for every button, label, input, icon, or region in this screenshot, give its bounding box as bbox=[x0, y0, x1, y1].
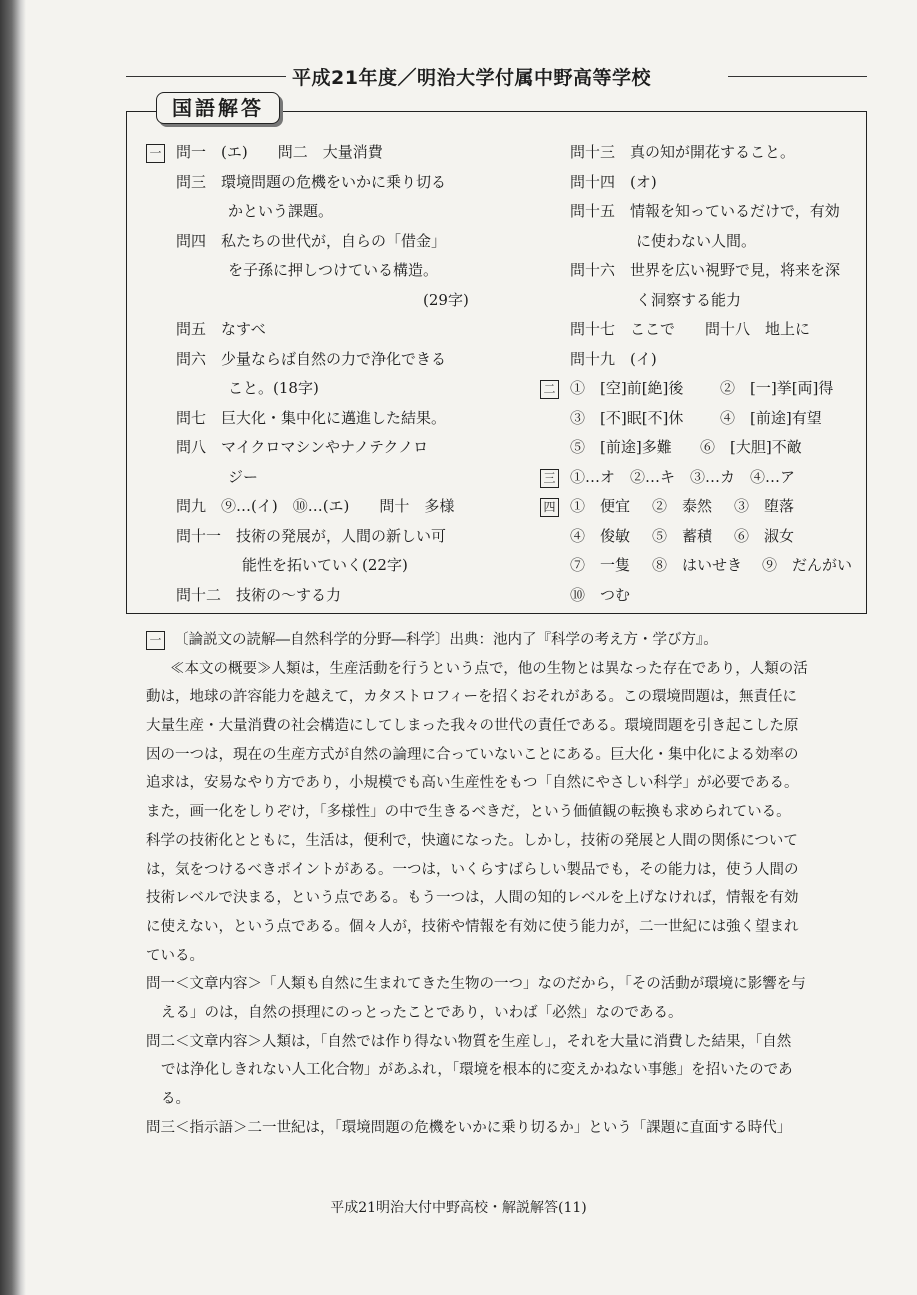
answer-line bbox=[146, 168, 486, 198]
explanation-text: は，気をつけるべきポイントがある。一つは，いくらすばらしい製品でも，その能力は，使う人間の bbox=[146, 861, 799, 878]
answer-line bbox=[146, 374, 486, 404]
explanation-line bbox=[146, 741, 886, 770]
answer-column-left bbox=[146, 138, 486, 610]
answer-text: に使わない人間。 bbox=[636, 231, 757, 250]
answer-text: ③ 堕落 bbox=[734, 497, 795, 515]
section-number-box: 二 bbox=[540, 380, 559, 399]
answer-line bbox=[540, 168, 870, 198]
answer-line bbox=[146, 522, 486, 552]
explanation-text: る。 bbox=[161, 1091, 190, 1107]
answer-line bbox=[540, 315, 870, 345]
answer-text: ③ [不]眠[不]休 bbox=[570, 408, 684, 427]
answer-text: ⑤ [前途]多難 bbox=[570, 438, 672, 456]
section-number-box: 一 bbox=[146, 144, 165, 163]
answer-text: (29字) bbox=[423, 290, 469, 309]
answer-line bbox=[146, 286, 486, 316]
answer-text: ⑤ 蓄積 bbox=[652, 526, 713, 545]
explanation-line bbox=[146, 856, 886, 885]
answer-text: こと。(18字) bbox=[228, 379, 319, 397]
explanation-line bbox=[146, 1056, 886, 1085]
explanation-line bbox=[146, 999, 886, 1028]
answer-line bbox=[146, 227, 486, 257]
answer-text: ② 泰然 bbox=[652, 497, 713, 515]
answer-line bbox=[540, 522, 870, 552]
answer-line bbox=[146, 404, 486, 434]
answer-line bbox=[540, 286, 870, 316]
answer-text: ⑥ [大胆]不敵 bbox=[700, 438, 802, 456]
explanation-text: 動は，地球の許容能力を越えて，カタストロフィーを招くおそれがある。この環境問題は，無責任に bbox=[146, 689, 798, 706]
answer-line bbox=[540, 551, 870, 581]
answer-text: ⑦ 一隻 bbox=[570, 556, 631, 574]
explanation-text: では浄化しきれない人工化合物」があふれ，「環境を根本的に変えかねない事態」を招いたのであ bbox=[161, 1062, 793, 1079]
explanation-line bbox=[146, 769, 886, 798]
explanation-text: 追求は，安易なやり方であり，小規模でも高い生産性をもつ「自然にやさしい科学」が必要である。 bbox=[146, 775, 799, 792]
answer-line bbox=[540, 374, 870, 404]
answer-text: 問十四 (オ) bbox=[570, 172, 657, 191]
explanation-line bbox=[146, 798, 886, 827]
explanation-line bbox=[146, 884, 886, 913]
explanation-line bbox=[146, 683, 886, 712]
explanation-text: 技術レベルで決まる，という点である。もう一つは，人間の知的レベルを上げなければ，情報を有効 bbox=[146, 890, 799, 907]
answer-text: 問三 環境問題の危機をいかに乗り切る bbox=[176, 172, 447, 191]
answer-line bbox=[540, 404, 870, 434]
answer-text: ⑩ つむ bbox=[570, 585, 631, 604]
answer-text: ④ [前途]有望 bbox=[720, 408, 822, 427]
explanation-line bbox=[146, 1028, 886, 1057]
answer-text: ④ 俊敏 bbox=[570, 526, 631, 545]
answer-text: かという課題。 bbox=[228, 202, 334, 220]
answer-text: ② [一]挙[両]得 bbox=[720, 379, 834, 397]
answer-text: 能性を拓いていく(22字) bbox=[242, 556, 408, 574]
answer-line bbox=[540, 197, 870, 227]
answer-line bbox=[146, 463, 486, 493]
answer-line bbox=[540, 463, 870, 493]
answer-text: 問十六 世界を広い視野で見，将来を深 bbox=[570, 261, 841, 279]
page-footer: 平成21明治大付中野高校・解説解答(11) bbox=[330, 1200, 587, 1216]
section-number-box: 一 bbox=[146, 631, 165, 650]
explanation-line bbox=[146, 655, 886, 684]
explanation-text: 科学の技術化とともに，生活は，便利で，快適になった。しかし，技術の発展と人間の関係について bbox=[146, 832, 798, 849]
explanation-text: 因の一つは，現在の生産方式が自然の論理に合っていないことにある。巨大化・集中化による効率の bbox=[146, 746, 799, 763]
explanation-line bbox=[146, 827, 886, 856]
answer-line bbox=[540, 138, 870, 168]
answer-text: 問八 マイクロマシンやナノテクノロ bbox=[176, 438, 429, 456]
explanation-line bbox=[146, 626, 886, 655]
answer-text: ⑥ 淑女 bbox=[734, 526, 795, 545]
answer-text: ①…オ ②…キ ③…カ ④…ア bbox=[570, 467, 796, 486]
answer-line bbox=[540, 227, 870, 257]
page-title: 平成21年度／明治大学付属中野高等学校 bbox=[292, 67, 651, 89]
explanation-text: に使えない，という点である。個々人が，技術や情報を有効に使う能力が，二一世紀には強く望まれ bbox=[146, 918, 799, 935]
answer-line bbox=[540, 581, 870, 611]
explanation-line bbox=[146, 942, 886, 971]
answer-line bbox=[146, 345, 486, 375]
answer-line bbox=[146, 492, 486, 522]
answer-text: ⑧ はいせき bbox=[652, 556, 743, 574]
answer-text: 問一 (エ) 問二 大量消費 bbox=[176, 143, 383, 161]
explanation-line bbox=[146, 1114, 886, 1143]
explanation-text: ≪本文の概要≫人類は，生産活動を行うという点で，他の生物とは異なった存在であり，人類の活 bbox=[170, 660, 808, 677]
answer-text: 問十三 真の知が開花すること。 bbox=[570, 143, 796, 161]
answer-line bbox=[146, 581, 486, 611]
answer-line bbox=[540, 433, 870, 463]
answer-column-right bbox=[540, 138, 870, 610]
answer-text: 問十一 技術の発展が，人間の新しい可 bbox=[176, 526, 447, 545]
explanation-line bbox=[146, 712, 886, 741]
section-number-box: 四 bbox=[540, 498, 559, 517]
header-rule-right bbox=[728, 76, 867, 77]
explanation-line bbox=[146, 1085, 886, 1114]
explanation-text: える」のは，自然の摂理にのっとったことであり，いわば「必然」なのである。 bbox=[161, 1004, 683, 1021]
header-rule-left bbox=[126, 76, 286, 77]
explanation-text: 〔論説文の読解―自然科学的分野―科学〕出典：池内了『科学の考え方・学び方』。 bbox=[174, 632, 718, 648]
explanation-text: 問二＜文章内容＞人類は，「自然では作り得ない物質を生産し」，それを大量に消費した結果，「自然 bbox=[146, 1033, 792, 1050]
answer-line bbox=[540, 492, 870, 522]
answer-text: 問五 なすべ bbox=[176, 320, 266, 338]
book-spine-shadow bbox=[0, 0, 26, 1295]
answer-text: ① [空]前[絶]後 bbox=[570, 379, 684, 397]
answer-text: 問七 巨大化・集中化に邁進した結果。 bbox=[176, 408, 447, 427]
answer-text: 問十九 (イ) bbox=[570, 349, 657, 368]
explanation-line bbox=[146, 970, 886, 999]
explanation-section bbox=[146, 626, 886, 1142]
answer-line bbox=[146, 256, 486, 286]
section-number-box: 三 bbox=[540, 469, 559, 488]
answer-text: 問十二 技術の～する力 bbox=[176, 585, 342, 604]
answer-text: 問十五 情報を知っているだけで，有効 bbox=[570, 202, 840, 220]
explanation-text: 問一＜文章内容＞「人類も自然に生まれてきた生物の一つ」なのだから，「その活動が環境に影響を与 bbox=[146, 976, 806, 993]
answer-text: 問十七 ここで 問十八 地上に bbox=[570, 320, 811, 338]
answer-line bbox=[146, 197, 486, 227]
answer-line bbox=[540, 256, 870, 286]
page-header bbox=[126, 63, 867, 89]
answer-text: ① 便宜 bbox=[570, 497, 631, 515]
answer-line bbox=[146, 315, 486, 345]
explanation-text: 問三＜指示語＞二一世紀は，「環境問題の危機をいかに乗り切るか」という「課題に直面する時代」 bbox=[146, 1119, 792, 1136]
answer-line bbox=[146, 433, 486, 463]
answer-line bbox=[146, 138, 486, 168]
answer-text: 問九 ⑨…(イ) ⑩…(エ) 問十 多様 bbox=[176, 497, 455, 515]
answer-text: 問四 私たちの世代が，自らの「借金」 bbox=[176, 231, 447, 250]
answer-text: を子孫に押しつけている構造。 bbox=[228, 261, 439, 279]
explanation-text: また，画一化をしりぞけ，「多様性」の中で生きるべきだ，という価値観の転換も求められている。 bbox=[146, 804, 791, 821]
explanation-line bbox=[146, 913, 886, 942]
answer-text: 問六 少量ならば自然の力で浄化できる bbox=[176, 349, 447, 368]
answer-text: ジー bbox=[228, 467, 259, 486]
answer-line bbox=[146, 551, 486, 581]
answer-line bbox=[540, 345, 870, 375]
answer-tab-label: 国語解答 bbox=[156, 92, 280, 124]
explanation-text: 大量生産・大量消費の社会構造にしてしまった我々の世代の責任である。環境問題を引き起こした原 bbox=[146, 718, 799, 735]
answer-text: く洞察する能力 bbox=[636, 290, 742, 309]
answer-text: ⑨ だんがい bbox=[762, 556, 853, 574]
explanation-text: ている。 bbox=[146, 947, 204, 964]
